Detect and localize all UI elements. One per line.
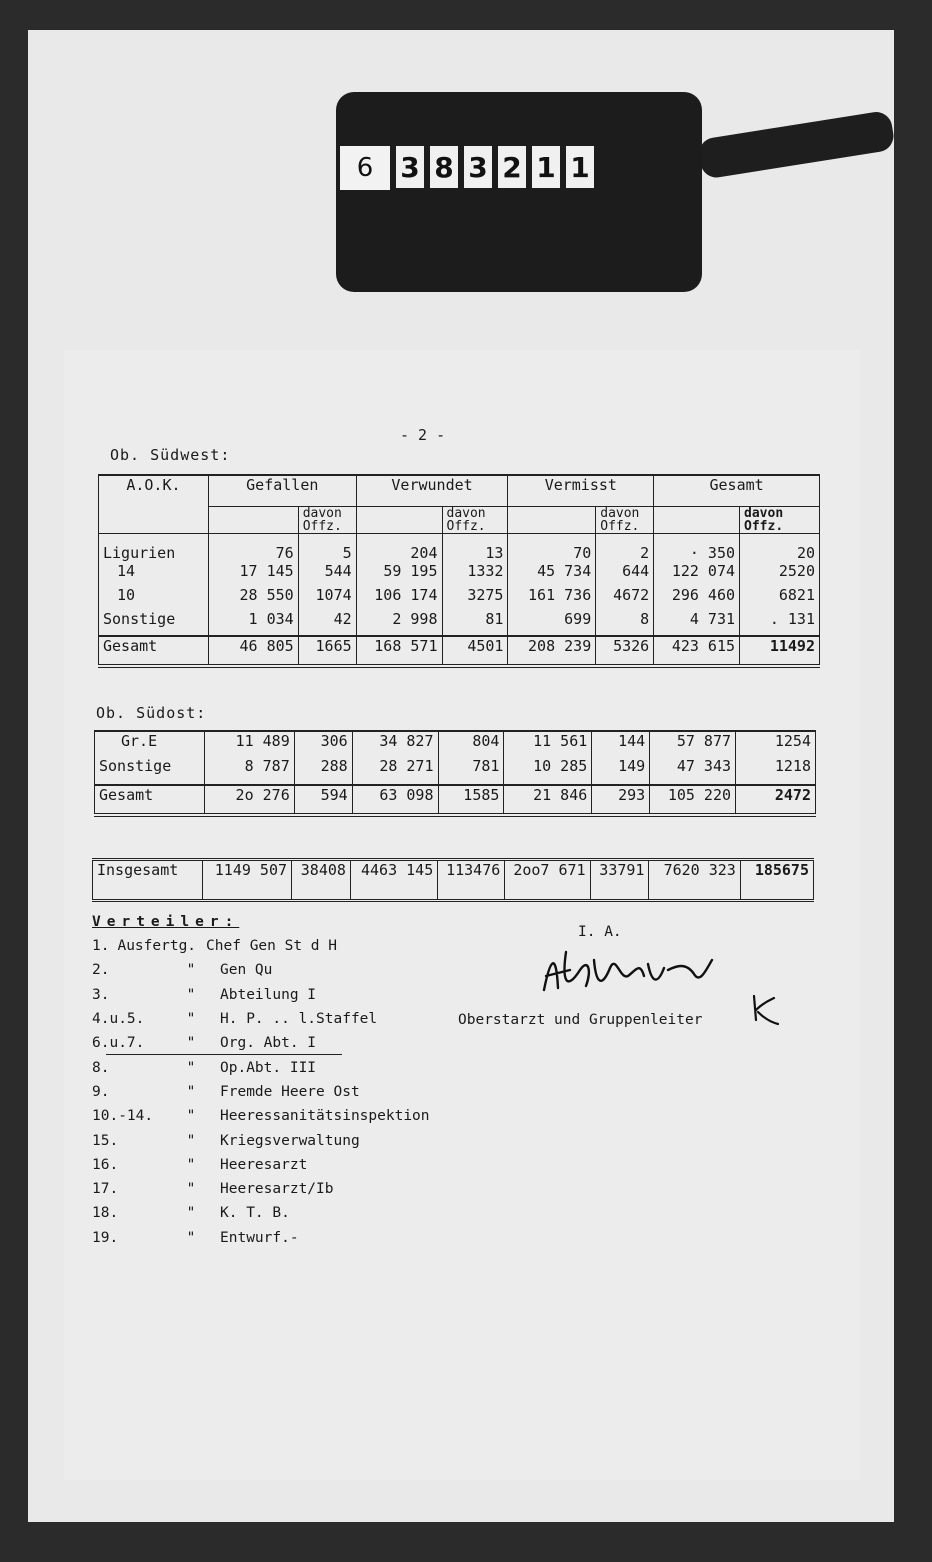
list-item: 3. " Abteilung I	[92, 986, 317, 1003]
section-title-suedwest: Ob. Südwest:	[110, 446, 231, 464]
header-aok: A.O.K.	[99, 475, 209, 534]
counter-window	[340, 146, 608, 192]
counter-digit: 3	[464, 146, 492, 188]
header-verwundet: Verwundet	[356, 475, 508, 507]
list-item: 8. " Op.Abt. III	[92, 1059, 317, 1076]
table-row: Gr.E 11 489 306 34 827 804 11 561 144 57 877 1254	[95, 731, 816, 757]
list-item: 4.u.5. " H. P. .. l.Staffel	[92, 1011, 378, 1028]
counter-digit: 8	[430, 146, 458, 188]
list-item: 17. " Heeresarzt/Ib	[92, 1181, 334, 1198]
counter-digits	[396, 146, 594, 192]
header-gesamt: Gesamt	[654, 475, 820, 507]
table-row: 10 28 550 1074 106 174 3275 161 736 4672 296 460 6821	[99, 586, 820, 610]
counter-prefix: 6	[340, 146, 390, 190]
list-item: 1. Ausfertg. Chef Gen St d H	[92, 938, 337, 955]
signature-ia: I. A.	[578, 924, 622, 940]
list-item: 10.-14. " Heeressanitätsinspektion	[92, 1108, 430, 1125]
counter-digit: 2	[498, 146, 526, 188]
list-item: 18. " K. T. B.	[92, 1205, 290, 1222]
page-number: - 2 -	[400, 426, 446, 444]
total-row: Gesamt 2o 276 594 63 098 1585 21 846 293 105 220 2472	[95, 785, 816, 815]
signer-title: Oberstarzt und Gruppenleiter	[458, 1012, 703, 1028]
counter-digit: 1	[532, 146, 560, 188]
list-item: 19. " Entwurf.-	[92, 1229, 299, 1246]
list-item: 16. " Heeresarzt	[92, 1156, 308, 1173]
subheader-davon-offz: davon Offz.	[442, 507, 508, 534]
list-item: 15. " Kriegsverwaltung	[92, 1132, 360, 1149]
counter-digit: 3	[396, 146, 424, 188]
table-row: Sonstige 8 787 288 28 271 781 10 285 149 47 343 1218	[95, 757, 816, 785]
table-row: Ligurien 76 5 204 13 70 2 · 350 20	[99, 534, 820, 563]
header-gefallen: Gefallen	[208, 475, 356, 507]
list-item: 2. " Gen Qu	[92, 962, 273, 979]
handwritten-initial	[748, 992, 784, 1032]
table-suedost	[94, 730, 816, 817]
table-row: 14 17 145 544 59 195 1332 45 734 644 122 074 2520	[99, 562, 820, 586]
frame-counter-device	[336, 92, 702, 292]
counter-digit: 1	[566, 146, 594, 188]
handwritten-signature	[536, 940, 726, 1010]
table-insgesamt	[92, 858, 814, 902]
list-item: 6.u.7. " Org. Abt. I	[92, 1035, 317, 1052]
header-vermisst: Vermisst	[508, 475, 654, 507]
subheader-davon-offz: davon Offz.	[596, 507, 654, 534]
subheader-davon-offz: davon Offz.	[298, 507, 356, 534]
table-suedwest	[98, 474, 820, 668]
table-row: Sonstige 1 034 42 2 998 81 699 8 4 731 . 131	[99, 610, 820, 636]
subheader-davon-offz: davon Offz.	[740, 507, 820, 534]
grand-total-row: Insgesamt 1149 507 38408 4463 145 113476 2oo7 671 33791 7620 323 185675	[93, 860, 814, 901]
total-row: Gesamt 46 805 1665 168 571 4501 208 239 5326 423 615 11492	[99, 636, 820, 666]
distribution-title: Verteiler:	[92, 914, 240, 930]
underline-mark	[106, 1054, 342, 1055]
list-item: 9. " Fremde Heere Ost	[92, 1083, 360, 1100]
distribution-list	[92, 914, 430, 1250]
section-title-suedost: Ob. Südost:	[96, 704, 207, 722]
